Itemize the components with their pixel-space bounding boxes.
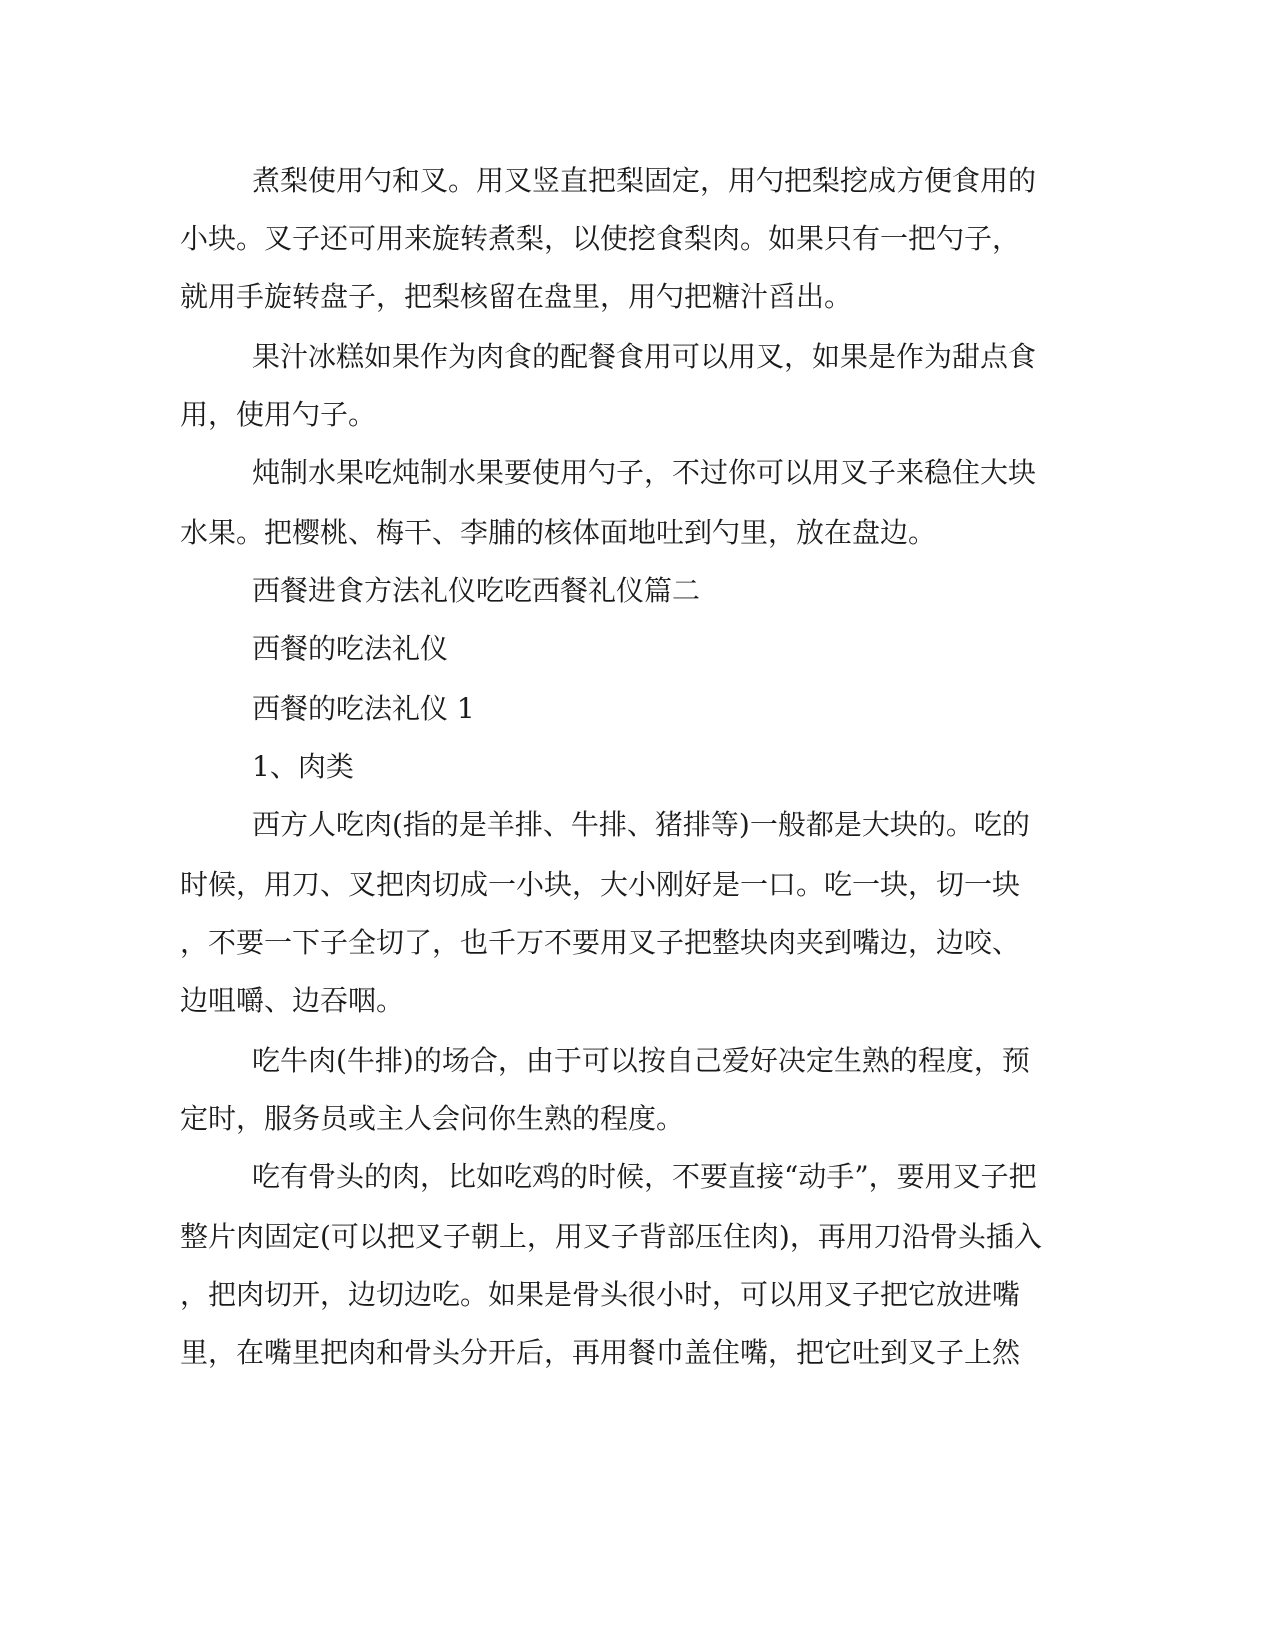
subsection-heading: 1、肉类 [252, 750, 354, 783]
text-line: ，把肉切开，边切边吃。如果是骨头很小时，可以用叉子把它放进嘴 [180, 1278, 1021, 1311]
text-line: 煮梨使用勺和叉。用叉竖直把梨固定，用勺把梨挖成方便食用的 [252, 164, 1037, 197]
text-line: 边咀嚼、边吞咽。 [180, 984, 405, 1017]
section-heading: 西餐进食方法礼仪吃吃西餐礼仪篇二 [252, 574, 701, 607]
section-heading: 西餐的吃法礼仪 1 [252, 692, 475, 725]
text-line: 炖制水果吃炖制水果要使用勺子，不过你可以用叉子来稳住大块 [252, 456, 1037, 489]
text-line: 整片肉固定(可以把叉子朝上，用叉子背部压住肉)，再用刀沿骨头插入 [180, 1220, 1042, 1253]
text-line: 水果。把樱桃、梅干、李脯的核体面地吐到勺里，放在盘边。 [180, 516, 937, 549]
text-line: 吃有骨头的肉，比如吃鸡的时候，不要直接“动手”，要用叉子把 [252, 1160, 1037, 1193]
text-line: 就用手旋转盘子，把梨核留在盘里，用勺把糖汁舀出。 [180, 280, 853, 313]
text-line: 里，在嘴里把肉和骨头分开后，再用餐巾盖住嘴，把它吐到叉子上然 [180, 1336, 1021, 1369]
text-line: 吃牛肉(牛排)的场合，由于可以按自己爱好决定生熟的程度，预 [252, 1044, 1030, 1077]
text-line: 用，使用勺子。 [180, 398, 377, 431]
text-line: 果汁冰糕如果作为肉食的配餐食用可以用叉，如果是作为甜点食 [252, 340, 1037, 373]
text-line: ，不要一下子全切了，也千万不要用叉子把整块肉夹到嘴边，边咬、 [180, 926, 1021, 959]
text-line: 定时，服务员或主人会问你生熟的程度。 [180, 1102, 685, 1135]
text-line: 西方人吃肉(指的是羊排、牛排、猪排等)一般都是大块的。吃的 [252, 808, 1030, 841]
text-line: 小块。叉子还可用来旋转煮梨，以使挖食梨肉。如果只有一把勺子， [180, 222, 1021, 255]
text-line: 时候，用刀、叉把肉切成一小块，大小刚好是一口。吃一块，切一块 [180, 868, 1021, 901]
section-heading: 西餐的吃法礼仪 [252, 632, 449, 665]
